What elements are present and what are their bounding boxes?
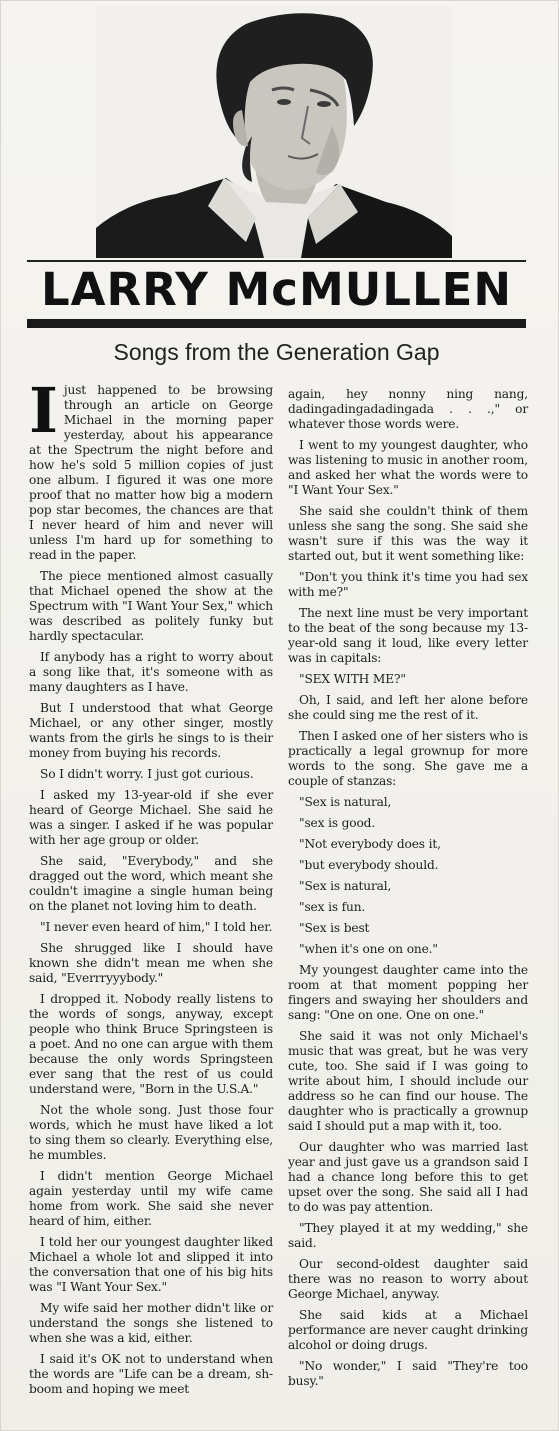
article-paragraph: I just happened to be browsing through an article on George Michael in the morning paper yesterday, about his appearance at the Spectrum the night before and how he's sold 5 million copies of just one album. I figured it was one more proof that no matter how big a modern pop star becomes, the chances are that I never heard of him and never will unless I'm hard up for something to read in the paper.	[29, 374, 273, 562]
article-paragraph: Our daughter who was married last year and just gave us a grandson said I had a chance long before this to get upset over the song. She said all I had to do was pay attention.	[288, 1140, 528, 1214]
article-paragraph: But I understood that what George Michael, or any other singer, mostly wants from the girls he sings to is their money from buying his records.	[29, 701, 273, 760]
article-paragraph: "I never even heard of him," I told her.	[40, 920, 273, 934]
article-paragraph: I said it's OK not to understand when the words are "Life can be a dream, sh-boom and hoping we meet	[29, 1352, 273, 1396]
article-paragraph: "No wonder," I said "They're too busy."	[288, 1359, 528, 1388]
lyric-line: "but everybody should.	[299, 858, 439, 872]
article-paragraph: I went to my youngest daughter, who was listening to music in another room, and asked her what the words were to "I Want Your Sex."	[288, 438, 528, 497]
drop-cap: I	[29, 374, 58, 447]
article-paragraph: The piece mentioned almost casually that Michael opened the show at the Spectrum with "I Want Your Sex," which was described as politely funky but hardly spectacular.	[29, 569, 273, 643]
article-paragraph: "They played it at my wedding," she said.	[288, 1221, 528, 1250]
article-paragraph: Our second-oldest daughter said there was no reason to worry about George Michael, anyway.	[288, 1257, 528, 1301]
article-paragraph: Then I asked one of her sisters who is practically a legal grownup for more words to the song. She gave me a couple of stanzas:	[288, 729, 528, 788]
article-paragraph: I didn't mention George Michael again yesterday until my wife came home from work. She said she never heard of him, either.	[29, 1169, 273, 1228]
article-paragraph: The next line must be very important to the beat of the song because my 13-year-old sang it loud, like every letter was in capitals:	[288, 606, 528, 665]
article-paragraph: "Don't you think it's time you had sex with me?"	[288, 570, 528, 599]
article-paragraph: She said, "Everybody," and she dragged out the word, which meant she couldn't imagine a single human being on the planet not loving him to death.	[29, 854, 273, 913]
columnist-photo	[96, 6, 452, 258]
article-paragraph: I dropped it. Nobody really listens to the words of songs, anyway, except people who think Bruce Springsteen is a poet. And no one can argue with them because the only words Springsteen ever sang that the rest of us could understand were, "Born in the U.S.A."	[29, 992, 273, 1096]
article-paragraph: "SEX WITH ME?"	[299, 672, 406, 686]
lyric-line: "Sex is best	[299, 921, 370, 935]
lyric-line: "sex is fun.	[299, 900, 366, 914]
article-paragraph: Oh, I said, and left her alone before she could sing me the rest of it.	[288, 693, 528, 722]
article-paragraph: My youngest daughter came into the room at that moment popping her fingers and swaying her shoulders and sang: "One on one. One on one."	[288, 963, 528, 1022]
article-column-right	[288, 387, 528, 1395]
lyric-line: "Sex is natural,	[299, 795, 392, 809]
article-paragraph: If anybody has a right to worry about a song like that, it's someone with as many daughters as I have.	[29, 650, 273, 694]
lyric-line: "sex is good.	[299, 816, 376, 830]
article-paragraph: She said it was not only Michael's music that was great, but he was very cute, too. She said if I was going to write about him, I should include our address so he can find our house. The daughter who is practically a grownup said I should put a map with it, too.	[288, 1029, 528, 1133]
lyric-line: "when it's one on one."	[299, 942, 438, 956]
article-paragraph: She said she couldn't think of them unless she sang the song. She said she wasn't sure if this was the way it started out, but it went something like:	[288, 504, 528, 563]
article-paragraph: I asked my 13-year-old if she ever heard of George Michael. She said he was a singer. I asked if he was popular with her age group or older.	[29, 788, 273, 847]
article-paragraph: So I didn't worry. I just got curious.	[40, 767, 254, 781]
article-paragraph: My wife said her mother didn't like or understand the songs she listened to when she was a kid, either.	[29, 1301, 273, 1345]
article-column-left	[29, 374, 273, 1403]
lyric-line: "Not everybody does it,	[299, 837, 441, 851]
article-paragraph: She shrugged like I should have known she didn't mean me when she said, "Everrryyybody."	[29, 941, 273, 985]
article-paragraph: Not the whole song. Just those four words, which he must have liked a lot to sing them so clearly. Everything else, he mumbles.	[29, 1103, 273, 1162]
lyric-line: "Sex is natural,	[299, 879, 392, 893]
column-title: Songs from the Generation Gap	[113, 339, 440, 365]
headline-bottom-rule	[27, 319, 526, 328]
article-paragraph: I told her our youngest daughter liked Michael a whole lot and slipped it into the conversation that one of his big hits was "I Want Your Sex."	[29, 1235, 273, 1294]
columnist-name: LARRY McMULLEN	[40, 263, 513, 316]
article-paragraph: She said kids at a Michael performance are never caught drinking alcohol or doing drugs.	[288, 1308, 528, 1352]
headline-top-rule	[27, 260, 526, 262]
article-paragraph: again, hey nonny ning nang, dadingadingadadingada . . .," or whatever those words were.	[288, 387, 528, 431]
